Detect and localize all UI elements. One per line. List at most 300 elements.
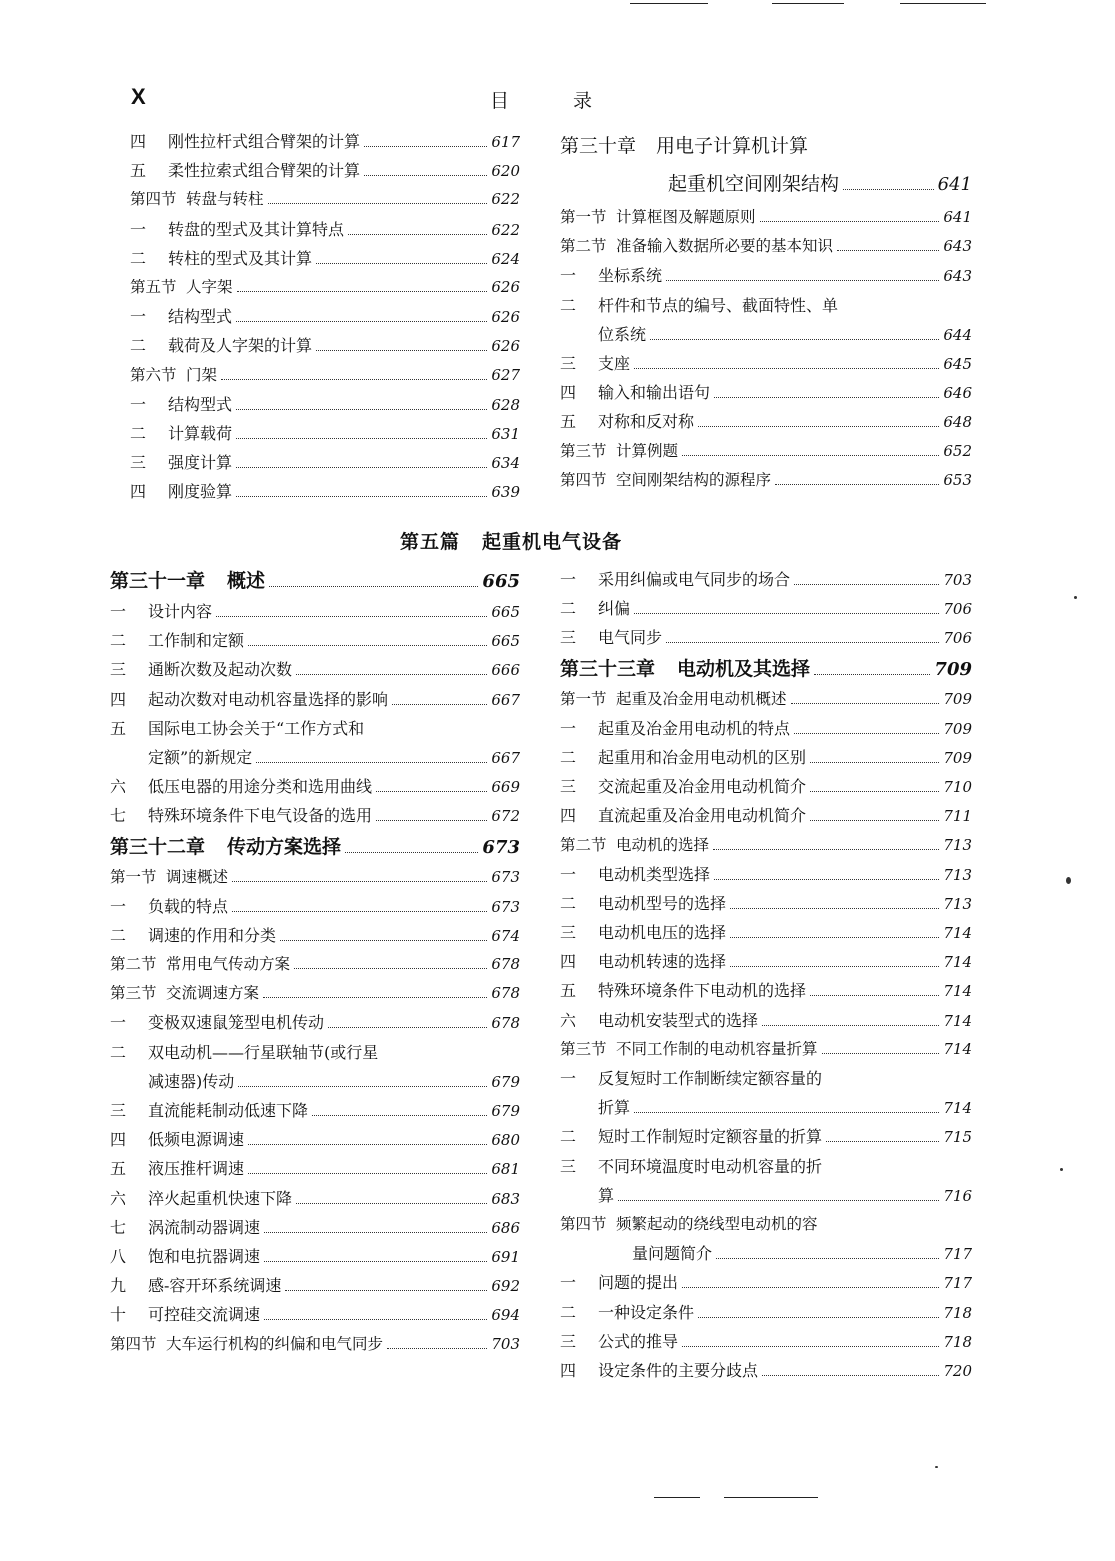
toc-entry: [130, 244, 520, 273]
entry-page-number: 713: [943, 894, 972, 913]
entry-number: 第三节: [560, 1039, 607, 1058]
toc-entry: [130, 419, 520, 448]
entry-number: 一: [560, 266, 577, 286]
entry-number: 第一节: [110, 867, 157, 886]
scan-line: [630, 3, 708, 4]
toc-entry: [110, 685, 520, 714]
dot-leader: [376, 782, 487, 793]
entry-number: 二: [130, 336, 147, 356]
entry-title: 涡流制动器调速: [148, 1217, 261, 1237]
entry-number: 一: [130, 307, 147, 327]
dot-leader: [294, 959, 487, 969]
entry-title: 概述: [227, 570, 266, 592]
toc-entry: [110, 892, 520, 921]
toc-entry: [130, 185, 520, 214]
dot-leader: [791, 693, 940, 703]
entry-title: 计算框图及解题原则: [616, 208, 756, 226]
entry-page-number: 667: [491, 748, 520, 767]
entry-number: 二: [560, 1127, 577, 1147]
entry-number: 第三节: [110, 984, 157, 1003]
entry-number: 二: [110, 925, 127, 945]
toc-entry: [560, 378, 972, 407]
entry-page-number: 622: [491, 220, 520, 239]
entry-page-number: 628: [491, 395, 520, 414]
dot-leader: [248, 1164, 487, 1175]
dot-leader: [392, 694, 487, 705]
entry-title: 转盘的型式及其计算特点: [168, 219, 345, 239]
entry-title: 计算载荷: [168, 423, 233, 443]
entry-page-number: 715: [943, 1128, 972, 1147]
entry-number: 二: [110, 631, 127, 651]
entry-number: 一: [560, 570, 577, 589]
toc-column-bottom-left: [110, 565, 520, 1359]
entry-page-number: 646: [943, 384, 972, 403]
entry-page-number: 718: [943, 1303, 972, 1322]
entry-title: 起重机空间刚架结构: [668, 173, 840, 195]
entry-title: 双电动机——行星联轴节(或行星: [148, 1042, 379, 1062]
toc-entry: [560, 1064, 972, 1093]
entry-page-number: 622: [491, 190, 520, 209]
toc-entry: [110, 1271, 520, 1300]
dot-leader: [280, 930, 487, 941]
entry-page-number: 665: [491, 603, 520, 621]
entry-page-number: 694: [491, 1306, 520, 1325]
header-title-part2: 录: [573, 90, 593, 112]
entry-title: 特殊环境条件下电气设备的选用: [148, 806, 373, 826]
entry-page-number: 641: [943, 208, 972, 226]
entry-title: 淬火起重机快速下降: [148, 1188, 293, 1208]
scan-line: [900, 3, 986, 4]
toc-entry: [560, 127, 972, 165]
toc-entry: [110, 1038, 520, 1067]
toc-entry: [560, 1122, 972, 1151]
entry-title: 空间刚架结构的源程序: [616, 470, 772, 489]
toc-entry: [560, 1152, 972, 1181]
dot-leader: [843, 178, 934, 190]
part-number: 第五篇: [400, 531, 461, 553]
entry-title: 设计内容: [148, 602, 213, 621]
entry-title: 负载的特点: [148, 896, 229, 916]
entry-number: 一: [110, 896, 127, 916]
entry-page-number: 631: [491, 424, 520, 443]
dot-leader: [794, 574, 939, 585]
entry-number: 四: [560, 383, 577, 403]
toc-entry: [130, 127, 520, 156]
dot-leader: [650, 329, 939, 340]
dot-leader: [364, 166, 487, 177]
entry-page-number: 679: [491, 1072, 520, 1091]
dot-leader: [387, 1338, 487, 1348]
toc-entry: [130, 331, 520, 360]
part-title: 起重机电气设备: [482, 531, 623, 553]
entry-title: 电动机电压的选择: [598, 923, 727, 943]
toc-column-bottom-right: [560, 565, 972, 1385]
toc-entry: [110, 772, 520, 801]
entry-page-number: 652: [943, 441, 972, 460]
entry-page-number: 673: [491, 897, 520, 916]
entry-title: 转盘与转柱: [186, 190, 264, 209]
entry-page-number: 673: [491, 867, 520, 886]
dot-leader: [268, 194, 488, 204]
part-heading: [400, 527, 622, 554]
dot-leader: [762, 1365, 939, 1376]
dot-leader: [666, 271, 939, 282]
dot-leader: [760, 212, 940, 222]
dot-leader: [236, 399, 487, 410]
entry-number: 二: [560, 599, 577, 619]
entry-title: 不同环境温度时电动机容量的折: [598, 1156, 823, 1176]
entry-title: 算: [598, 1185, 615, 1205]
entry-title: 调速概述: [166, 867, 229, 886]
toc-entry: [560, 261, 972, 290]
toc-entry: [130, 273, 520, 302]
entry-title: 变极双速鼠笼型电机传动: [148, 1013, 325, 1033]
entry-number: 十: [110, 1305, 127, 1325]
entry-number: 第五节: [130, 277, 177, 296]
entry-number: 一: [110, 602, 127, 621]
entry-title: 饱和电抗器调速: [148, 1246, 261, 1266]
toc-entry: [110, 1125, 520, 1154]
entry-number: 第四节: [110, 1334, 157, 1353]
entry-page-number: 709: [943, 719, 972, 738]
entry-number: 五: [110, 718, 127, 738]
entry-number: 二: [560, 893, 577, 913]
entry-title: 输入和输出语句: [598, 383, 711, 403]
entry-page-number: 709: [943, 689, 972, 708]
dot-leader: [713, 839, 939, 849]
entry-page-number: 669: [491, 778, 520, 797]
entry-number: 六: [110, 777, 127, 797]
entry-page-number: 692: [491, 1277, 520, 1296]
entry-page-number: 641: [937, 174, 972, 195]
entry-title: 传动方案选择: [227, 835, 342, 858]
entry-number: 四: [560, 952, 577, 972]
entry-title: 直流起重及冶金用电动机简介: [598, 806, 807, 826]
toc-entry: [560, 165, 972, 203]
dot-leader: [376, 811, 487, 822]
entry-title: 强度计算: [168, 453, 233, 473]
entry-title: 折算: [598, 1098, 631, 1118]
dot-leader: [810, 752, 939, 763]
toc-entry: [560, 1327, 972, 1356]
entry-page-number: 665: [482, 571, 520, 592]
entry-title: 电动机及其选择: [677, 657, 811, 680]
speck: [1066, 877, 1071, 884]
dot-leader: [264, 1222, 487, 1233]
toc-entry: [560, 407, 972, 436]
dot-leader: [682, 1278, 939, 1289]
entry-title: 通断次数及起动次数: [148, 660, 293, 680]
dot-leader: [312, 1105, 487, 1116]
entry-title: 不同工作制的电动机容量折算: [616, 1039, 818, 1058]
dot-leader: [237, 282, 488, 292]
entry-number: 二: [130, 248, 147, 268]
entry-page-number: 624: [491, 249, 520, 268]
scan-line: [724, 1497, 818, 1498]
entry-title: 杆件和节点的编号、截面特性、单: [598, 295, 839, 315]
dot-leader: [264, 1310, 487, 1321]
entry-page-number: 683: [491, 1189, 520, 1208]
entry-title: 国际电工协会关于“工作方式和: [148, 718, 365, 738]
entry-title: 低压电器的用途分类和选用曲线: [148, 777, 373, 797]
entry-page-number: 711: [943, 807, 972, 826]
entry-number: 第三十一章: [110, 570, 206, 592]
entry-page-number: 686: [491, 1218, 520, 1237]
entry-page-number: 644: [943, 325, 972, 344]
entry-number: 二: [110, 1042, 127, 1062]
dot-leader: [714, 388, 939, 399]
entry-number: 一: [130, 394, 147, 414]
entry-page-number: 713: [943, 835, 972, 854]
dot-leader: [810, 811, 939, 822]
entry-title: 液压推杆调速: [148, 1159, 245, 1179]
entry-number: 五: [560, 412, 577, 432]
entry-number: 一: [560, 864, 577, 884]
entry-number: 六: [560, 1010, 577, 1030]
toc-entry: [110, 1242, 520, 1271]
toc-entry: [560, 653, 972, 685]
entry-page-number: 716: [943, 1186, 972, 1205]
toc-entry: [560, 976, 972, 1005]
dot-leader: [822, 1044, 940, 1054]
entry-number: 五: [110, 1159, 127, 1179]
entry-number: 第四节: [130, 190, 177, 209]
entry-title: 位系统: [598, 324, 647, 344]
dot-leader: [716, 1249, 939, 1260]
toc-entry: [560, 685, 972, 714]
toc-entry: [110, 1213, 520, 1242]
entry-title: 起重及冶金用电动机概述: [616, 689, 787, 708]
entry-number: 一: [130, 219, 147, 239]
scan-line: [654, 1497, 700, 1498]
entry-title: 大车运行机构的纠偏和电气同步: [166, 1334, 384, 1353]
dot-leader: [232, 901, 487, 912]
entry-title: 短时工作制短时定额容量的折算: [598, 1127, 823, 1147]
toc-entry: [130, 448, 520, 477]
entry-page-number: 626: [491, 337, 520, 356]
entry-title: 定额”的新规定: [148, 747, 253, 767]
entry-title: 量问题简介: [632, 1244, 713, 1264]
speck: [1060, 1168, 1063, 1171]
toc-entry: [560, 437, 972, 466]
entry-number: 三: [110, 660, 127, 680]
entry-number: 五: [560, 981, 577, 1001]
toc-entry: [110, 863, 520, 892]
entry-title: 刚性拉杆式组合臂架的计算: [168, 132, 361, 151]
entry-page-number: 703: [943, 571, 972, 589]
entry-number: 五: [130, 161, 147, 181]
entry-number: 二: [560, 1302, 577, 1322]
dot-leader: [248, 1135, 487, 1146]
entry-title: 交流起重及冶金用电动机简介: [598, 777, 807, 797]
toc-entry: [560, 831, 972, 860]
entry-page-number: 643: [943, 237, 972, 256]
entry-page-number: 678: [491, 984, 520, 1003]
entry-page-number: 714: [943, 924, 972, 943]
dot-leader: [345, 840, 478, 852]
entry-page-number: 634: [491, 454, 520, 473]
entry-number: 第六节: [130, 365, 177, 384]
header-title-part1: 目: [490, 90, 510, 112]
entry-number: 二: [130, 423, 147, 443]
toc-entry: [110, 801, 520, 830]
entry-page-number: 620: [491, 162, 520, 181]
dot-leader: [316, 341, 487, 352]
dot-leader: [264, 1251, 487, 1262]
entry-title: 采用纠偏或电气同步的场合: [598, 570, 791, 589]
entry-page-number: 713: [943, 865, 972, 884]
entry-number: 一: [560, 1273, 577, 1293]
entry-title: 直流能耗制动低速下降: [148, 1101, 309, 1120]
toc-entry: [560, 889, 972, 918]
entry-title: 一种设定条件: [598, 1302, 695, 1322]
toc-entry: [130, 390, 520, 419]
toc-entry: [110, 1184, 520, 1213]
entry-number: 二: [560, 747, 577, 767]
entry-title: 特殊环境条件下电动机的选择: [598, 981, 807, 1001]
entry-title: 坐标系统: [598, 266, 663, 286]
entry-page-number: 653: [943, 470, 972, 489]
entry-title: 电动机类型选择: [598, 864, 711, 884]
entry-number: 第三节: [560, 441, 607, 460]
dot-leader: [232, 871, 487, 881]
entry-number: 第一节: [560, 208, 607, 226]
entry-number: 第二节: [110, 955, 157, 974]
entry-page-number: 714: [943, 953, 972, 972]
toc-entry: [560, 1210, 972, 1239]
entry-page-number: 667: [491, 690, 520, 709]
entry-page-number: 714: [943, 982, 972, 1001]
entry-title: 结构型式: [168, 394, 233, 414]
dot-leader: [256, 752, 487, 763]
dot-leader: [263, 988, 487, 998]
toc-entry: [130, 477, 520, 506]
entry-number: 二: [560, 295, 577, 315]
entry-number: 三: [130, 453, 147, 473]
entry-title: 柔性拉索式组合臂架的计算: [168, 161, 361, 181]
toc-entry: [130, 302, 520, 331]
dot-leader: [698, 417, 939, 428]
entry-page-number: 673: [482, 836, 520, 858]
dot-leader: [618, 1190, 939, 1201]
entry-number: 一: [110, 1013, 127, 1033]
toc-entry: [560, 1356, 972, 1385]
entry-title: 电动机的选择: [616, 835, 710, 854]
entry-page-number: 714: [943, 1011, 972, 1030]
dot-leader: [285, 1281, 487, 1292]
dot-leader: [364, 136, 487, 147]
dot-leader: [296, 1193, 487, 1204]
toc-entry: [110, 1300, 520, 1329]
entry-title: 电动机安装型式的选择: [598, 1010, 759, 1030]
dot-leader: [634, 604, 939, 615]
entry-number: 三: [560, 628, 577, 648]
entry-title: 起重及冶金用电动机的特点: [598, 718, 791, 738]
dot-leader: [236, 428, 487, 439]
entry-page-number: 617: [491, 133, 520, 151]
toc-entry: [560, 203, 972, 232]
toc-entry: [560, 772, 972, 801]
toc-entry: [110, 1154, 520, 1183]
entry-number: 第一节: [560, 689, 607, 708]
dot-leader: [666, 633, 939, 644]
entry-title: 电气同步: [598, 628, 663, 648]
entry-number: 第二节: [560, 237, 607, 256]
toc-entry: [110, 1096, 520, 1125]
toc-column-top-right: [560, 127, 972, 495]
speck: [935, 1466, 938, 1468]
entry-page-number: 627: [491, 365, 520, 384]
entry-page-number: 703: [491, 1334, 520, 1353]
entry-number: 一: [560, 718, 577, 738]
entry-title: 调速的作用和分类: [148, 925, 277, 945]
entry-page-number: 714: [943, 1099, 972, 1118]
toc-entry: [560, 1268, 972, 1297]
toc-entry: [560, 594, 972, 623]
entry-page-number: 717: [943, 1245, 972, 1264]
toc-entry: [560, 801, 972, 830]
dot-leader: [634, 358, 939, 369]
entry-title: 设定条件的主要分歧点: [598, 1360, 759, 1380]
entry-page-number: 645: [943, 354, 972, 373]
dot-leader: [794, 723, 939, 734]
dot-leader: [714, 869, 939, 880]
dot-leader: [248, 636, 487, 647]
dot-leader: [316, 253, 487, 264]
entry-title: 纠偏: [598, 599, 631, 619]
entry-page-number: 626: [491, 308, 520, 327]
entry-number: 六: [110, 1188, 127, 1208]
entry-number: 第三十章: [560, 135, 637, 157]
entry-title: 人字架: [186, 277, 233, 296]
entry-title: 计算例题: [616, 441, 679, 460]
toc-entry: [110, 921, 520, 950]
entry-title: 工作制和定额: [148, 631, 245, 651]
dot-leader: [296, 665, 487, 676]
dot-leader: [826, 1132, 939, 1143]
entry-title: 电动机型号的选择: [598, 893, 727, 913]
entry-number: 第四节: [560, 1214, 607, 1233]
dot-leader: [348, 224, 487, 235]
entry-page-number: 709: [934, 658, 972, 680]
entry-page-number: 710: [943, 778, 972, 797]
dot-leader: [775, 474, 939, 484]
dot-leader: [762, 1015, 939, 1026]
entry-page-number: 691: [491, 1247, 520, 1266]
entry-title: 准备输入数据所必要的基本知识: [616, 237, 834, 256]
entry-page-number: 720: [943, 1361, 972, 1380]
dot-leader: [238, 1076, 487, 1087]
entry-title: 对称和反对称: [598, 412, 695, 432]
entry-number: 四: [130, 482, 147, 502]
entry-title: 常用电气传动方案: [166, 955, 291, 974]
entry-page-number: 714: [943, 1039, 972, 1058]
page-roman-numeral: X: [131, 84, 146, 109]
dot-leader: [698, 1307, 939, 1318]
dot-leader: [682, 1336, 939, 1347]
toc-entry: [560, 623, 972, 652]
entry-title: 低频电源调速: [148, 1130, 245, 1150]
dot-leader: [730, 927, 939, 938]
entry-page-number: 679: [491, 1102, 520, 1120]
toc-entry: [560, 1035, 972, 1064]
entry-page-number: 626: [491, 277, 520, 296]
entry-number: 三: [560, 1331, 577, 1351]
entry-number: 四: [110, 689, 127, 709]
entry-number: 第三十二章: [110, 835, 206, 858]
toc-entry: [110, 597, 520, 626]
entry-title: 频繁起动的绕线型电动机的容: [616, 1214, 818, 1233]
